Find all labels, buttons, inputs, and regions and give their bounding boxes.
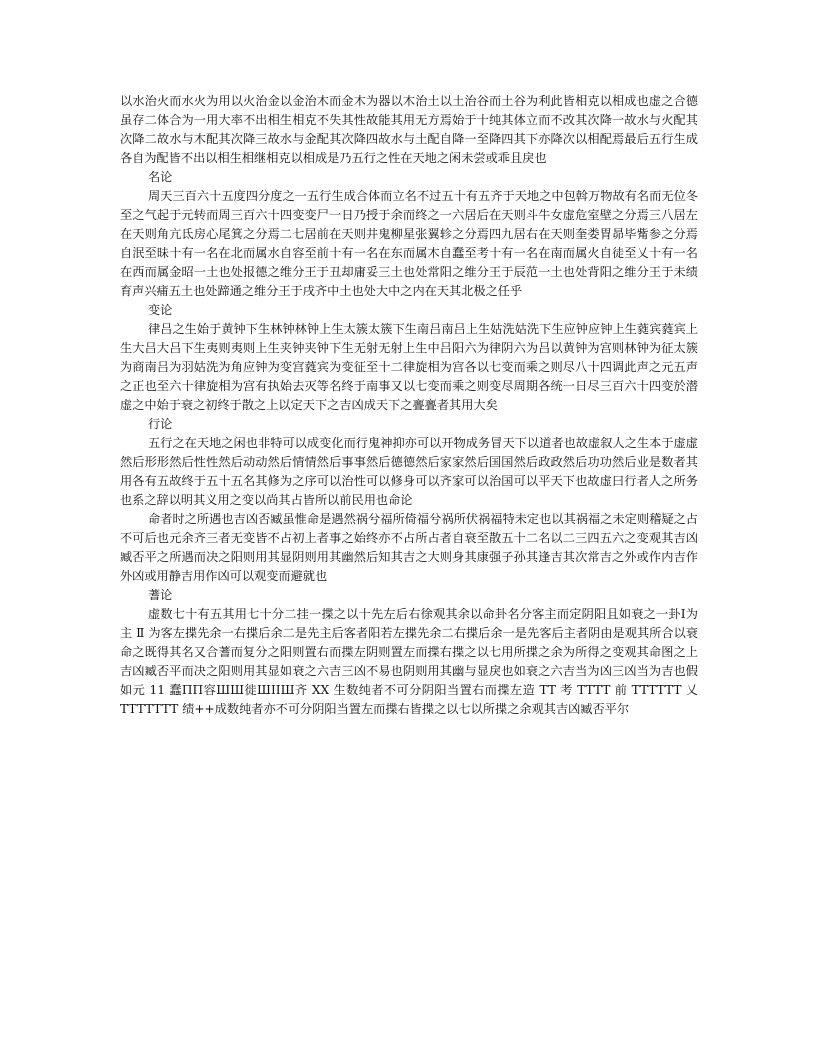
ming-fate-paragraph: 命者时之所遇也吉凶否臧虽惟命是遇然祸兮福所倚福兮祸所伏祸福特未定也以其祸福之未定则稽疑之占不可后也元余齐三者无变皆不占初上者事之始终亦不占所占者自衰至散五十二名以二三四五六之变观其吉凶臧否平之所遇而决之阳则用其显阴则用其幽然后知其吉之大则身其康强子孙其逢吉其次常吉之外或作内吉作外凶或用静吉用作凶可以观变而避就也 [120, 512, 698, 583]
section-heading-bian: 变论 [148, 303, 173, 317]
section-heading-ming: 名论 [148, 170, 173, 184]
ming-paragraph: 周天三百六十五度四分度之一五行生成合体而立名不过五十有五齐于天地之中包斡万物故有名而无位冬至之气起于元转而周三百六十四变变尸一日乃授于余而终之一六居后在天则斗牛女虚危室壁之分焉三八居左在天则角亢氐房心尾箕之分焉二七居前在天则井鬼柳星张翼轸之分焉四九居右在天则奎娄胃昴毕觜参之分焉自泯至昧十有一名在北而属水自容至前十有一名在东而属木自蠢至考十有一名在南而属火自徒至乂十有一名在西而属金昭一土也处报德之维分王于丑却庸妥三土也处常阳之维分王于辰范一土也处背阳之维分王于未绩育声兴痡五土也处蹄通之维分王于戌齐中土也处大中之内在天其北极之任乎 [120, 189, 698, 298]
document-page [120, 92, 698, 719]
section-heading-shi: 蓍论 [148, 588, 173, 602]
section-heading-xing: 行论 [148, 417, 173, 431]
intro-paragraph: 以水治火而水火为用以火治金以金治木而金木为器以木治土以土治谷而土谷为利此皆相克以相成也虚之合德虽存二体合为一用大率不出相生相克不失其性故能其用无方焉始于十纯其体立而不改其次降一故水与火配其次降二故水与木配其次降三故水与金配其次降四故水与土配自降一至降四其下亦降次以相配焉最后五行生成各自为配皆不出以相生相继相克以相成是乃五行之性在天地之闲未尝或乖且戾也 [120, 94, 698, 165]
shi-paragraph: 虚数七十有五其用七十分二挂一揲之以十先左后右徐观其余以命卦名分客主而定阴阳且如衰之一卦Ⅰ为主 Ⅱ 为客左揲先余一右揲后余二是先主后客者阳若左揲先余二右揲后余一是先客后主者阴由是观其所合以衰命之既得其名又合蓍而复分之阳则置右而揲左阴则置左而揲右揲之以七用所揲之余为所得之变观其命图之上吉凶臧否平而决之阳则用其显如衰之六吉三凶不易也阴则用其幽与显戾也如衰之六吉当为凶三凶当为吉也假如元 11 蠢ΠΠ容ШШ徙ШIIШ齐 XX 生数纯者不可分阴阳当置右而揲左造 TT 考 TTTT 前 TTTTTT 乂 TTTTTTT 绩++成数纯者亦不可分阴阳当置左而揲右皆揲之以七以所揲之余观其吉凶臧否平尔 [120, 607, 698, 716]
xing-paragraph: 五行之在天地之闲也非特可以成变化而行鬼神抑亦可以开物成务冒天下以道者也故虚叙人之生本于虚虚然后形形然后性性然后动动然后情情然后事事然后德德然后家家然后国国然后政政然后功功然后业是数者其用各有五故终于五十五名其修为之序可以治性可以修身可以齐家可以治国可以平天下也故虚曰行者人之所务也系之辞以明其义用之变以尚其占皆所以前民用也命论 [120, 436, 698, 507]
bian-paragraph: 律吕之生始于黄钟下生林钟林钟上生太簇太簇下生南吕南吕上生姑洗姑洗下生应钟应钟上生蕤宾蕤宾上生大吕大吕下生夷则夷则上生夹钟夹钟下生无射无射上生中吕阳六为律阴六为吕以黄钟为宫则林钟为征太簇为商南吕为羽姑洗为角应钟为变宫蕤宾为变征至十二律旋相为宫各以七变而乘之则尽八十四调此声之元五声之正也至六十律旋相为宫有执始去灭等名终于南事又以七变而乘之则变尽周期各统一日尽三百六十四变於潜虚之中始于衰之初终于散之上以定天下之吉凶成天下之亹亹者其用大矣 [120, 322, 698, 412]
